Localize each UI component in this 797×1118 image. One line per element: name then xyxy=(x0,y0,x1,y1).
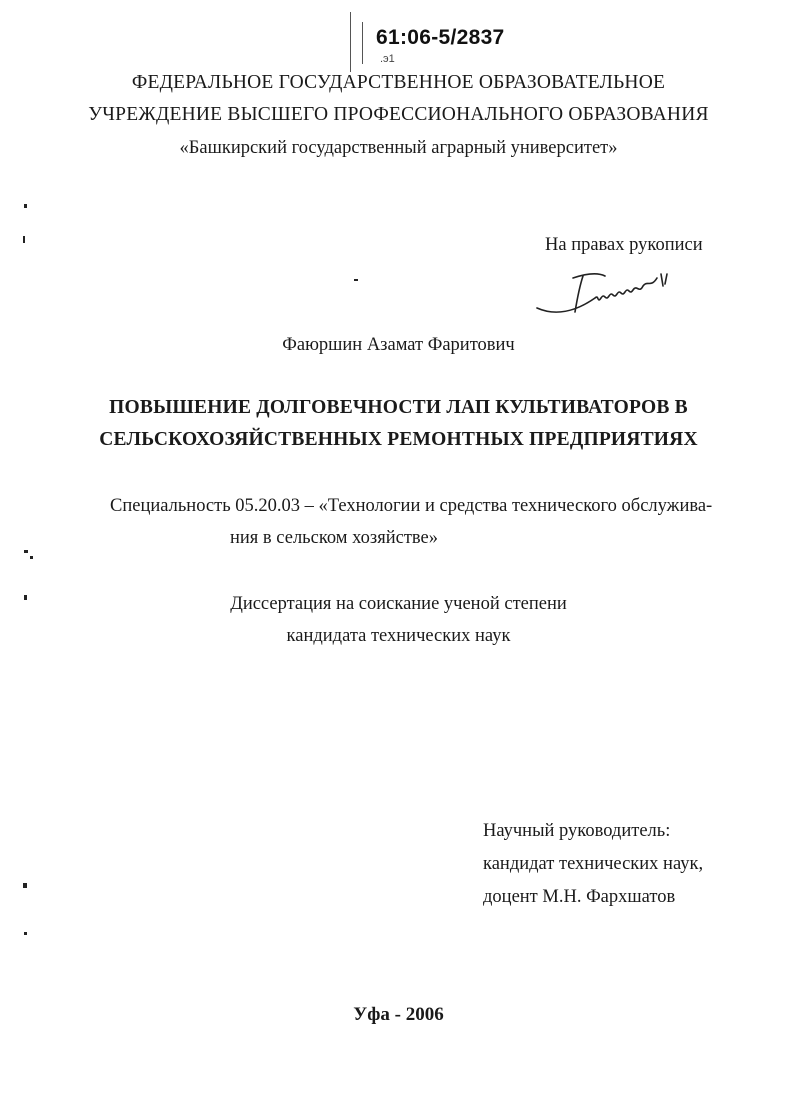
institution-line-2: УЧРЕЖДЕНИЕ ВЫСШЕГО ПРОФЕССИОНАЛЬНОГО ОБРАЗОВАНИЯ xyxy=(88,104,709,125)
stamp-line-left xyxy=(350,12,351,72)
advisor-line-2: кандидат технических наук, xyxy=(483,854,704,874)
scan-speck xyxy=(24,204,27,208)
scan-speck xyxy=(24,550,28,553)
scan-speck xyxy=(30,556,33,559)
manuscript-note: На правах рукописи xyxy=(545,235,703,255)
scan-speck xyxy=(24,595,27,600)
specialty-line-1: Специальность 05.20.03 – «Технологии и средства технического обслужива- xyxy=(110,496,713,516)
institution-line-1: ФЕДЕРАЛЬНОЕ ГОСУДАРСТВЕННОЕ ОБРАЗОВАТЕЛЬНОЕ xyxy=(131,72,666,93)
thesis-title-line-1: ПОВЫШЕНИЕ ДОЛГОВЕЧНОСТИ ЛАП КУЛЬТИВАТОРОВ В xyxy=(109,397,688,418)
stamp-line-right xyxy=(362,22,363,64)
scan-speck xyxy=(24,932,27,935)
advisor-line-3: доцент М.Н. Фархшатов xyxy=(483,887,676,907)
signature-icon xyxy=(535,268,685,323)
advisor-line-1: Научный руководитель: xyxy=(483,821,671,841)
author-name: Фаюршин Азамат Фаритович xyxy=(282,335,515,355)
archive-sub-mark: .э1 xyxy=(380,53,395,65)
scan-speck xyxy=(23,236,25,243)
university-name: «Башкирский государственный аграрный университет» xyxy=(179,138,618,158)
specialty-line-2: ния в сельском хозяйстве» xyxy=(230,528,438,548)
city-year: Уфа - 2006 xyxy=(353,1004,444,1025)
scan-speck xyxy=(23,883,27,888)
dissertation-line-2: кандидата технических наук xyxy=(286,626,511,646)
dissertation-line-1: Диссертация на соискание ученой степени xyxy=(230,594,567,614)
scan-speck xyxy=(354,279,358,281)
thesis-title-line-2: СЕЛЬСКОХОЗЯЙСТВЕННЫХ РЕМОНТНЫХ ПРЕДПРИЯТИЯХ xyxy=(99,429,698,450)
archive-code: 61:06-5/2837 xyxy=(376,26,505,49)
